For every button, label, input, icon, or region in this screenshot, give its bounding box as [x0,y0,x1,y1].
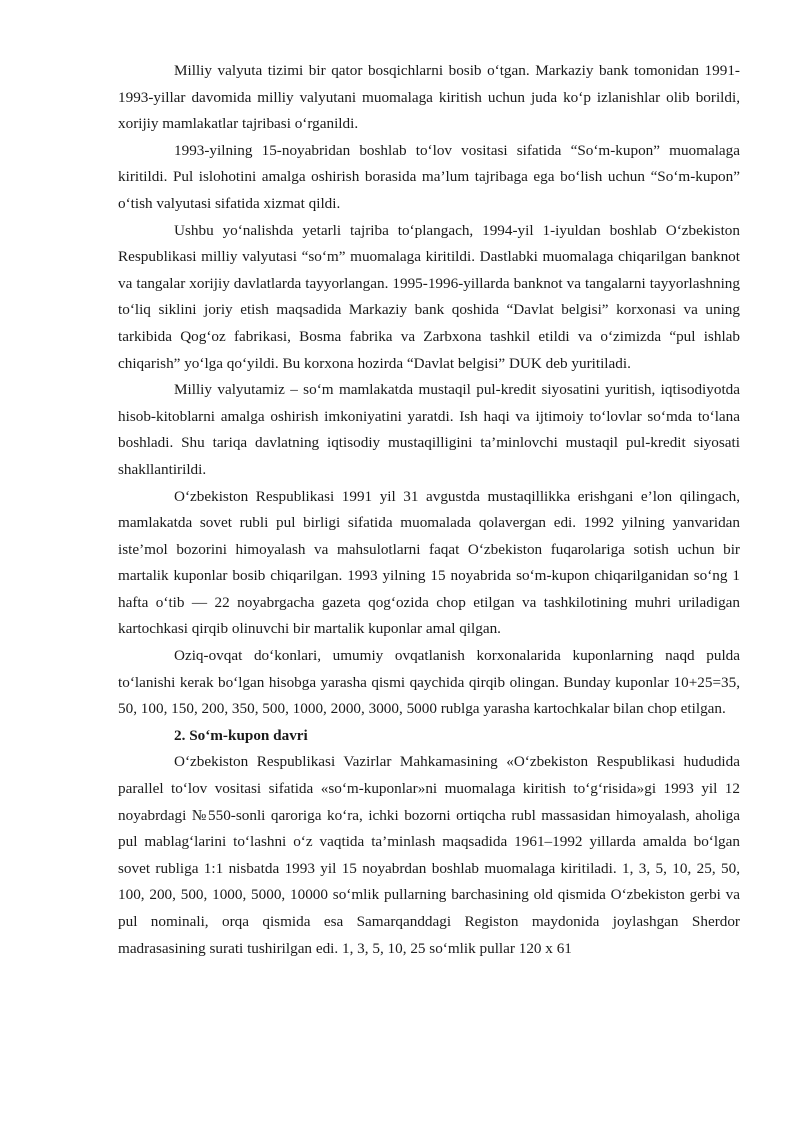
paragraph-4: Milliy valyutamiz – so‘m mamlakatda mustaqil pul-kredit siyosatini yuritish, iqtisodiyotda hisob-kitoblarni amalga oshirish imkoniyatini yaratdi. Ish haqi va ijtimoiy to‘lovlar so‘mda to‘lana boshladi. Shu tariqa davlatning iqtisodiy mustaqilligini ta’minlovchi mustaqil pul-kredit siyosati shakllantirildi. [118,381,740,478]
paragraph-7: O‘zbekiston Respublikasi Vazirlar Mahkamasining «O‘zbekiston Respublikasi hududida parallel to‘lov vositasi sifatida «so‘m-kuponlar»ni muomalaga kiritish to‘g‘risida»gi 1993 yil 12 noyabrdagi №550-sonli qaroriga ko‘ra, ichki bozorni ortiqcha rubl massasidan himoyalash, aholiga pul mablag‘larini to‘lashni o‘z vaqtida ta’minlash maqsadida 1961–1992 yillarda amalda bo‘lgan sovet rubliga 1:1 nisbatda 1993 yil 15 noyabrdan boshlab muomalaga kiritiladi. 1, 3, 5, 10, 25, 50, 100, 200, 500, 1000, 5000, 10000 so‘mlik pullarning barchasining old qismida O‘zbekiston gerbi va pul nominali, orqa qismida esa Samarqanddagi Registon maydonida joylashgan Sherdor madrasasining surati tushirilgan edi. 1, 3, 5, 10, 25 so‘mlik pullar 120 x 61 [118,753,740,957]
paragraph-3: Ushbu yo‘nalishda yetarli tajriba to‘plangach, 1994-yil 1-iyuldan boshlab O‘zbekiston Respublikasi milliy valyutasi “so‘m” muomalaga kiritildi. Dastlabki muomalaga chiqarilgan banknot va tangalar xorijiy davlatlarda tayyorlangan. 1995-1996-yillarda banknot va tangalarni tayyorlashning to‘liq siklini joriy etish maqsadida Markaziy bank qoshida “Davlat belgisi” korxonasi va uning tarkibida Qog‘oz fabrikasi, Bosma fabrika va Zarbxona tashkil etildi va o‘zimizda “pul ishlab chiqarish” yo‘lga qo‘yildi. Bu korxona hozirda “Davlat belgisi” DUK deb yuritiladi. [118,221,740,372]
paragraph-5: O‘zbekiston Respublikasi 1991 yil 31 avgustda mustaqillikka erishgani e’lon qilingach, mamlakatda sovet rubli pul birligi sifatida muomalada qolavergan edi. 1992 yilning yanvaridan iste’mol bozorini himoyalash va mahsulotlarni faqat O‘zbekiston fuqarolariga sotish uchun bir martalik kuponlar bosib chiqarilgan. 1993 yilning 15 noyabrida so‘m-kupon chiqarilganidan so‘ng 1 hafta o‘tib — 22 noyabrgacha gazeta qog‘ozida chop etilgan va tashkilotining muhri uriladigan kartochkasi qirqib olinuvchi bir martalik kuponlar amal qilgan. [118,487,740,638]
section-heading: 2. So‘m-kupon davri [174,726,308,744]
paragraph-1: Milliy valyuta tizimi bir qator bosqichlarni bosib o‘tgan. Markaziy bank tomonidan 1991-1993-yillar davomida milliy valyutani muomalaga kiritish uchun juda ko‘p izlanishlar olib borildi, xorijiy mamlakatlar tajribasi o‘rganildi. [118,62,740,133]
paragraph-6: Oziq-ovqat do‘konlari, umumiy ovqatlanish korxonalarida kuponlarning naqd pulda to‘lanishi kerak bo‘lgan hisobga yarasha qismi qaychida qirqib olingan. Bunday kuponlar 10+25=35, 50, 100, 150, 200, 350, 500, 1000, 2000, 3000, 5000 rublga yarasha kartochkalar bilan chop etilgan. [118,647,740,718]
paragraph-2: 1993-yilning 15-noyabridan boshlab to‘lov vositasi sifatida “So‘m-kupon” muomalaga kiritildi. Pul islohotini amalga oshirish borasida ma’lum tajribaga ega bo‘lish uchun “So‘m-kupon” o‘tish valyutasi sifatida xizmat qildi. [118,141,740,212]
